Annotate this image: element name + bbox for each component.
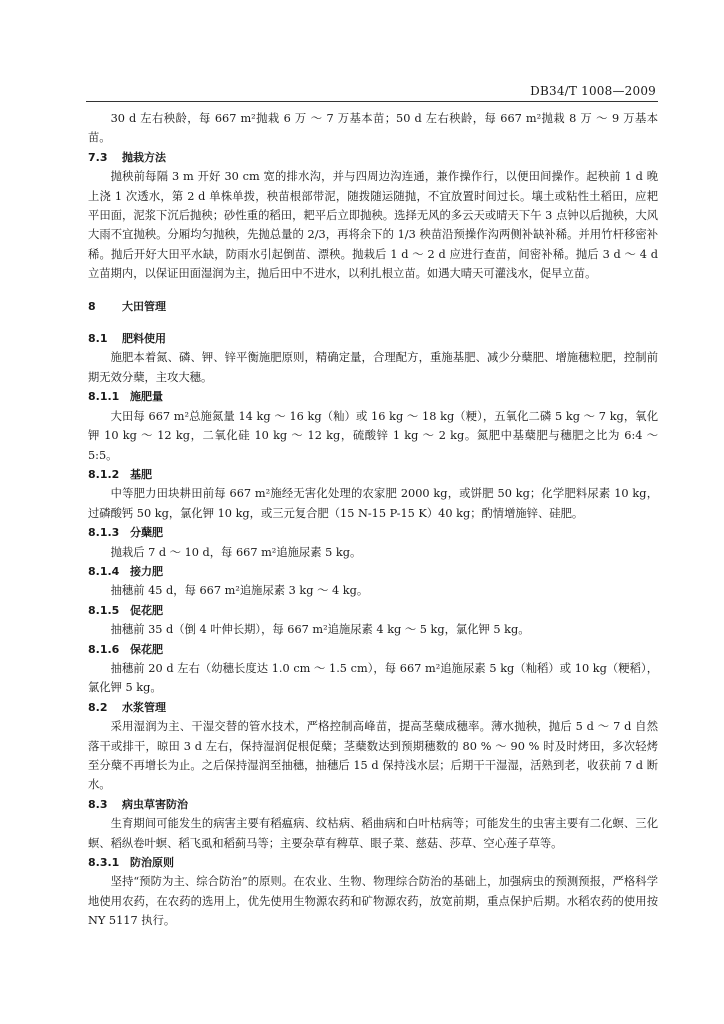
section-title: 防治原则	[130, 856, 174, 870]
section-number: 8.1.5	[88, 603, 120, 617]
section-number: 7.3	[88, 150, 108, 164]
section-number: 8.2	[88, 700, 108, 714]
section-gap	[88, 284, 658, 297]
section-heading	[88, 698, 658, 717]
header-rule	[86, 101, 658, 102]
section-number: 8.3	[88, 797, 108, 811]
paragraph: 采用湿润为主、干湿交替的管水技术，严格控制高峰苗，提高茎蘖成穗率。薄水抛秧，抛后 5 d ～ 7 d 自然落干或排干，晾田 3 d 左右，保持湿润促根促蘖；茎蘖数达到预期穗数的 80 % ～ 90 % 时及时烤田，多次轻烤至分蘖不再增长为止。之后保持湿润至抽穗，抽穗后 15 d 保持浅水层；后期干干湿湿，活熟到老，收获前 7 d 断水。	[88, 720, 658, 792]
paragraph: 大田每 667 m²总施氮量 14 kg ～ 16 kg（籼）或 16 kg ～ 18 kg（粳），五氧化二磷 5 kg ～ 7 kg，氧化钾 10 kg ～ 12 kg，二氧化硅 10 kg ～ 12 kg，硫酸锌 1 kg ～ 2 kg。氮肥中基蘖肥与穗肥之比为 6:4 ～ 5:5。	[88, 409, 658, 462]
section-heading	[88, 601, 658, 620]
section-heading	[88, 523, 658, 542]
section-number: 8.1.6	[88, 642, 120, 656]
section-number: 8.1.1	[88, 390, 120, 404]
paragraph: 抛秧前每隔 3 m 开好 30 cm 宽的排水沟，并与四周边沟连通，兼作操作行，以便田间操作。起秧前 1 d 晚上浇 1 次透水，第 2 d 单株单拨，秧苗根部带泥，随拨随运随抛，不宜放置时间过长。壤土或粘性土稻田，应耙平田面，泥浆下沉后抛秧；砂性重的稻田，耙平后立即抛秧。选择无风的多云天或晴天下午 3 点钟以后抛秧，大风大雨不宜抛秧。分厢均匀抛秧，先抛总量的 2/3，再将余下的 1/3 秧苗沿预操作沟两侧补缺补稀。并用竹杆移密补稀。抛后开好大田平水缺，防雨水引起倒苗、漂秧。抛栽后 1 d ～ 2 d 应进行查苗，间密补稀。抛后 3 d ～ 4 d 立苗期内，以保证田面湿润为主，抛后田中不进水，以利扎根立苗。如遇大晴天可灌浅水，促早立苗。	[88, 170, 658, 281]
section-heading	[88, 562, 658, 581]
section-gap	[88, 316, 658, 329]
paragraph: 抽穗前 35 d（倒 4 叶伸长期），每 667 m²追施尿素 4 kg ～ 5 kg，氯化钾 5 kg。	[110, 623, 530, 637]
section-title: 大田管理	[122, 299, 166, 313]
paragraph: 中等肥力田块耕田前每 667 m²施经无害化处理的农家肥 2000 kg，或饼肥 50 kg；化学肥料尿素 10 kg，过磷酸钙 50 kg，氯化钾 10 kg，或三元复合肥（15 N-15 P-15 K）40 kg；酌情增施锌、硅肥。	[88, 487, 658, 520]
section-title: 水浆管理	[122, 700, 166, 714]
paragraph: 抛栽后 7 d ～ 10 d，每 667 m²追施尿素 5 kg。	[110, 545, 362, 559]
section-title: 保花肥	[130, 642, 163, 656]
standard-code: DB34/T 1008—2009	[530, 84, 656, 98]
section-heading	[88, 853, 658, 872]
paragraph: 抽穗前 45 d，每 667 m²追施尿素 3 kg ～ 4 kg。	[110, 584, 369, 598]
section-heading	[88, 640, 658, 659]
section-title: 基肥	[130, 467, 152, 481]
section-title: 分蘖肥	[130, 526, 163, 540]
section-number: 8.1.2	[88, 467, 120, 481]
section-title: 促花肥	[130, 603, 163, 617]
paragraph: 坚持“预防为主、综合防治”的原则。在农业、生物、物理综合防治的基础上，加强病虫的预测预报，严格科学地使用农药，在农药的选用上，优先使用生物源农药和矿物源农药，放宽前期，重点保护后期。水稻农药的使用按 NY 5117 执行。	[88, 875, 658, 928]
section-title: 接力肥	[130, 564, 163, 578]
paragraph: 施肥本着氮、磷、钾、锌平衡施肥原则，精确定量，合理配方，重施基肥、减少分蘖肥、增施穗粒肥，控制前期无效分蘖，主攻大穗。	[88, 351, 658, 384]
section-heading	[88, 297, 658, 316]
section-heading	[88, 329, 658, 348]
section-title: 肥料使用	[122, 332, 166, 346]
section-heading	[88, 148, 658, 167]
section-title: 病虫草害防治	[122, 797, 188, 811]
document-body	[88, 109, 658, 931]
section-title: 施肥量	[130, 390, 163, 404]
section-number: 8	[88, 299, 96, 313]
section-number: 8.3.1	[88, 856, 120, 870]
paragraph: 抽穗前 20 d 左右（幼穗长度达 1.0 cm ～ 1.5 cm），每 667 m²追施尿素 5 kg（籼稻）或 10 kg（粳稻），氯化钾 5 kg。	[88, 661, 658, 695]
paragraph: 生育期间可能发生的病害主要有稻瘟病、纹枯病、稻曲病和白叶枯病等；可能发生的虫害主要有二化螟、三化螟、稻纵卷叶螟、稻飞虱和稻蓟马等；主要杂草有稗草、眼子菜、慈菇、莎草、空心莲子草等。	[88, 817, 658, 850]
section-heading	[88, 465, 658, 484]
paragraph: 30 d 左右秧龄，每 667 m²抛栽 6 万 ～ 7 万基本苗；50 d 左右秧龄，每 667 m²抛栽 8 万 ～ 9 万基本苗。	[88, 112, 658, 145]
section-number: 8.1.3	[88, 526, 120, 540]
section-heading	[88, 795, 658, 814]
section-number: 8.1.4	[88, 564, 120, 578]
section-number: 8.1	[88, 332, 108, 346]
section-title: 抛栽方法	[122, 150, 166, 164]
section-heading	[88, 387, 658, 406]
